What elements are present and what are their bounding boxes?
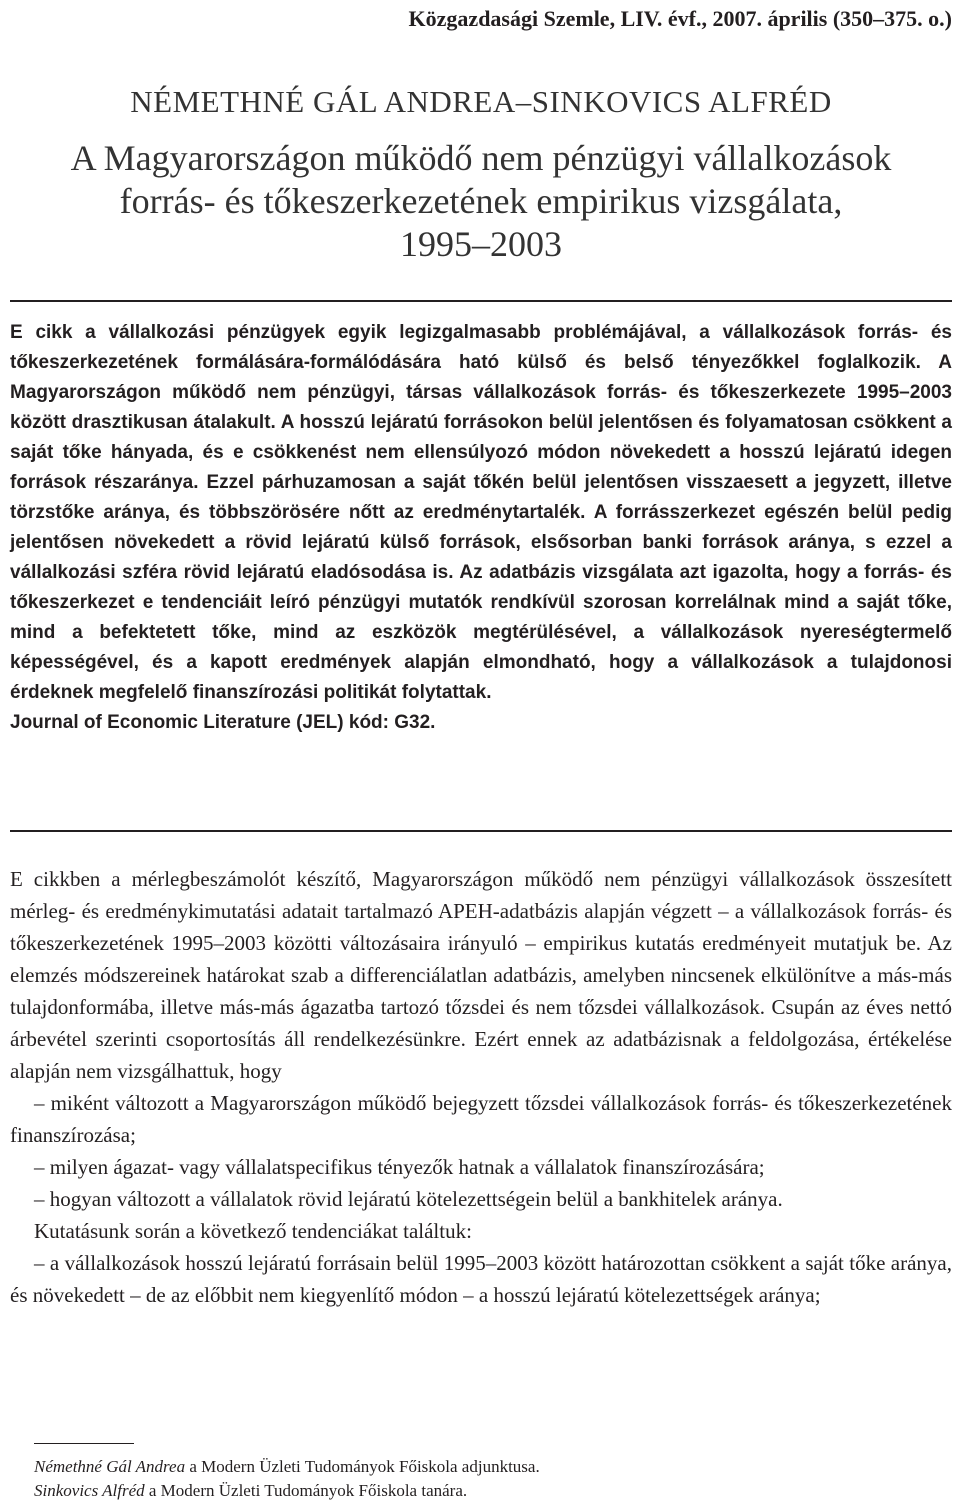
list-item: – a vállalkozások hosszú lejáratú forrásain belül 1995–2003 között határozottan csökkent a saját tőke aránya, és növekedett – de az előbbit nem kiegyenlítő módon – a hosszú lejáratú kötelezettségek aránya; bbox=[10, 1251, 952, 1307]
running-head: Közgazdasági Szemle, LIV. évf., 2007. április (350–375. o.) bbox=[408, 6, 952, 31]
title-line: forrás- és tőkeszerkezetének empirikus vizsgálata, bbox=[119, 181, 843, 221]
article-title bbox=[10, 137, 952, 266]
body-paragraph: E cikkben a mérlegbeszámolót készítő, Magyarországon működő nem pénzügyi vállalkozások összesített mérleg- és eredménykimutatási adatait tartalmazó APEH-adatbázis alapján végzett – a vállalkozások forrás- és tőkeszerkezetének 1995–2003 közötti változásaira irányuló – empirikus kutatás eredményeit mutatjuk be. Az elemzés módszereinek határokat szab a differenciálatlan adatbázis, amelyben nincsenek elkülönítve a más-más tulajdonformába, illetve más-más ágazatba tartozó tőzsdei és nem tőzsdei vállalkozások. Csupán az éves nettó árbevétel szerinti csoportosítás áll rendelkezésünkre. Ezért ennek az adatbázisnak a feldolgozása, értékelése alapján nem vizsgálhattuk, hogy bbox=[10, 867, 952, 1083]
body-paragraph: Kutatásunk során a következő tendenciákat találtuk: bbox=[34, 1219, 472, 1243]
abstract-top-rule bbox=[10, 300, 952, 302]
footnotes bbox=[34, 1455, 952, 1503]
jel-code: Journal of Economic Literature (JEL) kód: G32. bbox=[10, 712, 436, 733]
article-body bbox=[10, 863, 952, 1311]
article-authors: NÉMETHNÉ GÁL ANDREA–SINKOVICS ALFRÉD bbox=[130, 84, 832, 119]
title-line: 1995–2003 bbox=[400, 224, 562, 264]
journal-page bbox=[10, 0, 952, 1507]
abstract bbox=[10, 318, 952, 738]
title-line: A Magyarországon működő nem pénzügyi vállalkozások bbox=[70, 138, 892, 178]
footnote-author-name: Némethné Gál Andrea bbox=[34, 1457, 186, 1476]
footnote-author-name: Sinkovics Alfréd bbox=[34, 1481, 145, 1500]
footnote-text: a Modern Üzleti Tudományok Főiskola adjunktusa. bbox=[185, 1457, 540, 1476]
abstract-bottom-rule bbox=[10, 830, 952, 832]
abstract-text: E cikk a vállalkozási pénzügyek egyik legizgalmasabb problémájával, a vállalkozások forrás- és tőkeszerkezetének formálására-formálódására ható külső és belső tényezőkkel foglalkozik. A Magyarországon működő nem pénzügyi, társas vállalkozások forrás- és tőkeszerkezete 1995–2003 között drasztikusan átalakult. A hosszú lejáratú forrásokon belül jelentősen és folyamatosan csökkent a saját tőke hányada, és e csökkenést nem ellensúlyozó módon növekedett a hosszú lejáratú idegen források részaránya. Ezzel párhuzamosan a saját tőkén belül jelentősen visszaesett a jegyzett, illetve törzstőke aránya, és többszörösére nőtt az eredménytartalék. A forrásszerkezet egészén belül pedig jelentősen növekedett a rövid lejáratú külső források, elsősorban banki források aránya, s ezzel a vállalkozási szféra rövid lejáratú eladósodása is. Az adatbázis vizsgálata azt igazolta, hogy a forrás- és tőkeszerkezet e tendenciáit leíró pénzügyi mutatók rendkívül szorosan korrelálnak mind a saját tőke, mind a befektetett tőke, mind az eszközök megtérülésével, a vállalkozások nyereségtermelő képességével, és a kapott eredmények alapján elmondható, hogy a vállalkozások a tulajdonosi érdeknek megfelelő finanszírozási politikát folytattak. bbox=[10, 322, 952, 703]
footnote bbox=[34, 1455, 952, 1479]
list-item: – milyen ágazat- vagy vállalatspecifikus tényezők hatnak a vállalatok finanszírozására; bbox=[34, 1155, 765, 1179]
list-item: – miként változott a Magyarországon működő bejegyzett tőzsdei vállalkozások forrás- és tőkeszerkezetének finanszírozása; bbox=[10, 1091, 952, 1147]
footnote bbox=[34, 1479, 952, 1503]
list-item: – hogyan változott a vállalatok rövid lejáratú kötelezettségein belül a bankhitelek aránya. bbox=[34, 1187, 783, 1211]
footnote-rule bbox=[34, 1443, 134, 1444]
footnote-text: a Modern Üzleti Tudományok Főiskola tanára. bbox=[144, 1481, 468, 1500]
